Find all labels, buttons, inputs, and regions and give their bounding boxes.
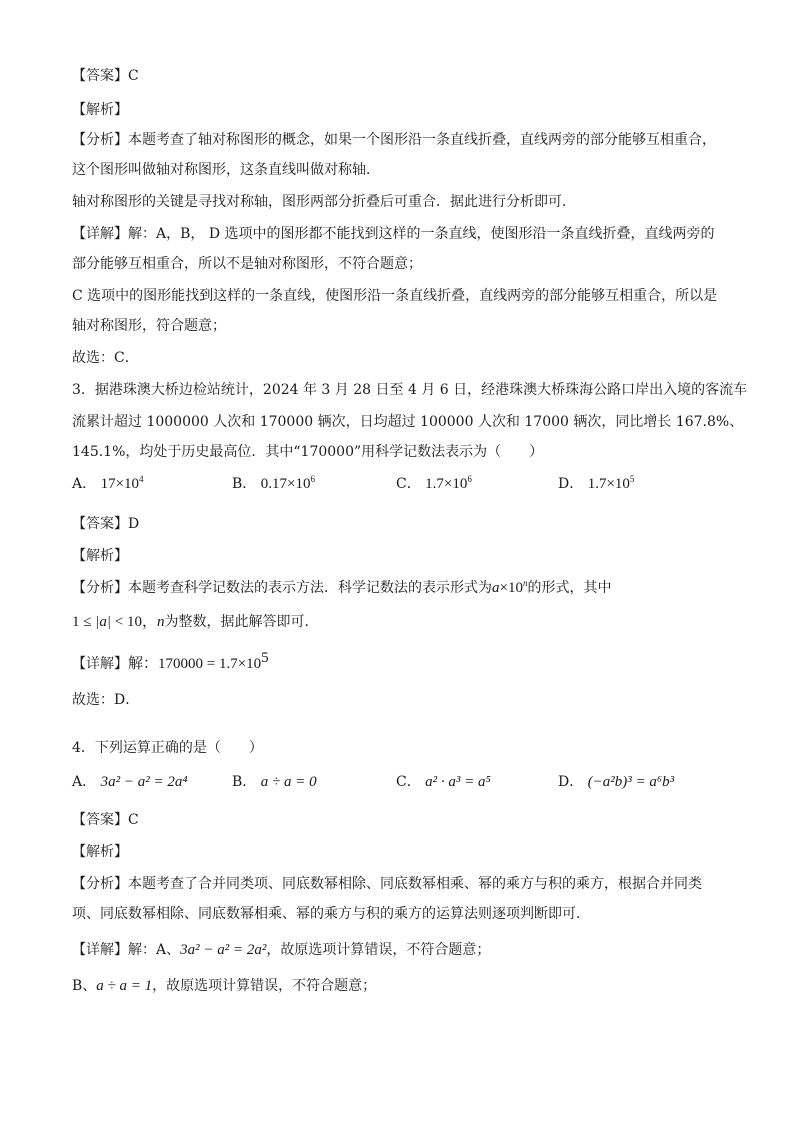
option-expr: a ÷ a = 0 <box>260 774 317 790</box>
q3-fenxi-line-2 <box>72 612 318 632</box>
q4-stem: 4．下列运算正确的是（ ） <box>72 740 263 756</box>
option-exp: 6 <box>310 474 315 484</box>
q2-analysis-tag: 【解析】 <box>72 102 128 118</box>
q4-option-b <box>232 772 317 792</box>
option-base: 17×10 <box>100 476 140 492</box>
q2-answer-line <box>72 66 139 86</box>
q4-option-a <box>72 772 188 792</box>
q3-choose-line: 故选：D． <box>72 692 140 708</box>
answer-value: C <box>128 812 139 828</box>
option-label: C． <box>396 774 421 790</box>
q2-detail-line-1 <box>72 224 715 244</box>
answer-tag: 【答案】 <box>72 812 128 828</box>
option-label: D． <box>558 476 584 492</box>
q3-stem-line-2: 流累计超过 1000000 人次和 170000 辆次，日均超过 100000 人次和 17000 辆次，同比增长 167.8%、 <box>72 414 744 430</box>
answer-tag: 【答案】 <box>72 516 128 532</box>
option-expr <box>588 476 635 492</box>
q4-option-d <box>558 772 674 792</box>
option-expr <box>261 476 315 492</box>
detail-prefix: 解：A、 <box>128 942 181 958</box>
q3-stem-line-3: 145.1%，均处于历史最高位．其中“170000”用科学记数法表示为（ ） <box>72 444 544 460</box>
q4-fenxi-line-1 <box>72 874 702 894</box>
inequality-right: < 10， <box>110 614 157 630</box>
inequality-left: 1 ≤ <box>72 614 96 630</box>
q2-fenxi-line-2: 这个图形叫做轴对称图形，这条直线叫做对称轴． <box>72 162 380 178</box>
detail-tag: 【详解】 <box>72 226 128 242</box>
option-expr: a² · a³ = a⁵ <box>425 774 491 790</box>
answer-value: C <box>128 68 139 84</box>
q3-option-c <box>396 474 472 494</box>
q2-fenxi-line-1 <box>72 130 716 150</box>
q2-fenxi-line-3: 轴对称图形的关键是寻找对称轴，图形两部分折叠后可重合．据此进行分析即可． <box>72 194 576 210</box>
option-base: 0.17×10 <box>260 476 311 492</box>
q3-option-d <box>558 474 634 494</box>
option-exp: 6 <box>467 474 472 484</box>
q3-stem-line-1: 3．据港珠澳大桥边检站统计，2024 年 3 月 28 日至 4 月 6 日，经港珠澳大桥珠海公路口岸出入境的客流车 <box>72 382 748 398</box>
option-expr: (−a²b)³ = a⁶b³ <box>587 774 675 790</box>
detail-expr: 解：170000 = 1.7×10 <box>128 656 262 672</box>
fenxi-text: 本题考查了轴对称图形的概念，如果一个图形沿一条直线折叠，直线两旁的部分能够互相重合， <box>128 132 716 148</box>
q4-answer-line <box>72 810 139 830</box>
detail-suffix: ，故原选项计算错误，不符合题意； <box>266 942 491 958</box>
fenxi-text-tail: 为整数，据此解答即可． <box>164 614 319 630</box>
option-label: D． <box>558 774 584 790</box>
q2-detail-line-4: 轴对称图形，符合题意； <box>72 318 226 334</box>
var-n: n <box>522 578 528 588</box>
answer-tag: 【答案】 <box>72 68 128 84</box>
detail-tag: 【详解】 <box>72 942 128 958</box>
option-label: A． <box>72 774 97 790</box>
q4-detail-line-2 <box>72 976 376 996</box>
detail-tag: 【详解】 <box>72 656 128 672</box>
q3-analysis-tag: 【解析】 <box>72 548 128 564</box>
q3-fenxi-line-1 <box>72 578 611 598</box>
detail-exp: 5 <box>261 650 269 666</box>
fenxi-text: 本题考查科学记数法的表示方法．科学记数法的表示形式为 <box>128 580 492 596</box>
q3-detail-line <box>72 650 269 674</box>
option-label: B． <box>232 476 257 492</box>
option-exp: 5 <box>629 474 635 484</box>
abs-a: |a| <box>95 614 111 630</box>
fenxi-text-tail: 的形式，其中 <box>527 580 612 596</box>
option-base: 1.7×10 <box>425 476 468 492</box>
times-ten: ×10 <box>499 580 523 596</box>
option-expr <box>101 476 144 492</box>
fenxi-text: 本题考查了合并同类项、同底数幂相除、同底数幂相乘、幂的乘方与积的乘方，根据合并同类 <box>128 876 702 892</box>
q2-detail-line-3: C 选项中的图形能找到这样的一条直线，使图形沿一条直线折叠，直线两旁的部分能够互相重合，所以是 <box>72 288 718 304</box>
var-a: a <box>492 580 500 596</box>
q3-option-a <box>72 474 144 494</box>
fenxi-tag: 【分析】 <box>72 876 128 892</box>
fenxi-tag: 【分析】 <box>72 132 128 148</box>
option-expr <box>425 476 472 492</box>
detail-prefix: B、 <box>72 978 97 994</box>
option-label: B． <box>232 774 257 790</box>
option-label: C． <box>396 476 421 492</box>
option-exp: 4 <box>139 474 144 484</box>
answer-value: D <box>128 516 140 532</box>
q4-analysis-tag: 【解析】 <box>72 844 128 860</box>
q4-option-c <box>396 772 491 792</box>
fenxi-tag: 【分析】 <box>72 580 128 596</box>
q4-detail-line-1 <box>72 940 490 960</box>
detail-expr: 3a² − a² = 2a² <box>180 942 267 958</box>
q3-option-b <box>232 474 315 494</box>
option-label: A． <box>72 476 97 492</box>
sci-notation-form <box>492 580 527 596</box>
q3-answer-line <box>72 514 139 534</box>
option-expr: 3a² − a² = 2a⁴ <box>100 774 188 790</box>
detail-expr: a ÷ a = 1 <box>96 978 153 994</box>
q2-detail-line-2: 部分能够互相重合，所以不是轴对称图形，不符合题意； <box>72 256 422 272</box>
detail-text: 解：A，B， D 选项中的图形都不能找到这样的一条直线，使图形沿一条直线折叠，直线两旁的 <box>128 226 715 242</box>
q4-fenxi-line-2: 项、同底数幂相除、同底数幂相乘、幂的乘方与积的乘方的运算法则逐项判断即可． <box>72 906 590 922</box>
q2-choose-line: 故选：C． <box>72 350 139 366</box>
var-n: n <box>156 614 165 630</box>
option-base: 1.7×10 <box>587 476 630 492</box>
detail-suffix: ，故原选项计算错误，不符合题意； <box>152 978 377 994</box>
